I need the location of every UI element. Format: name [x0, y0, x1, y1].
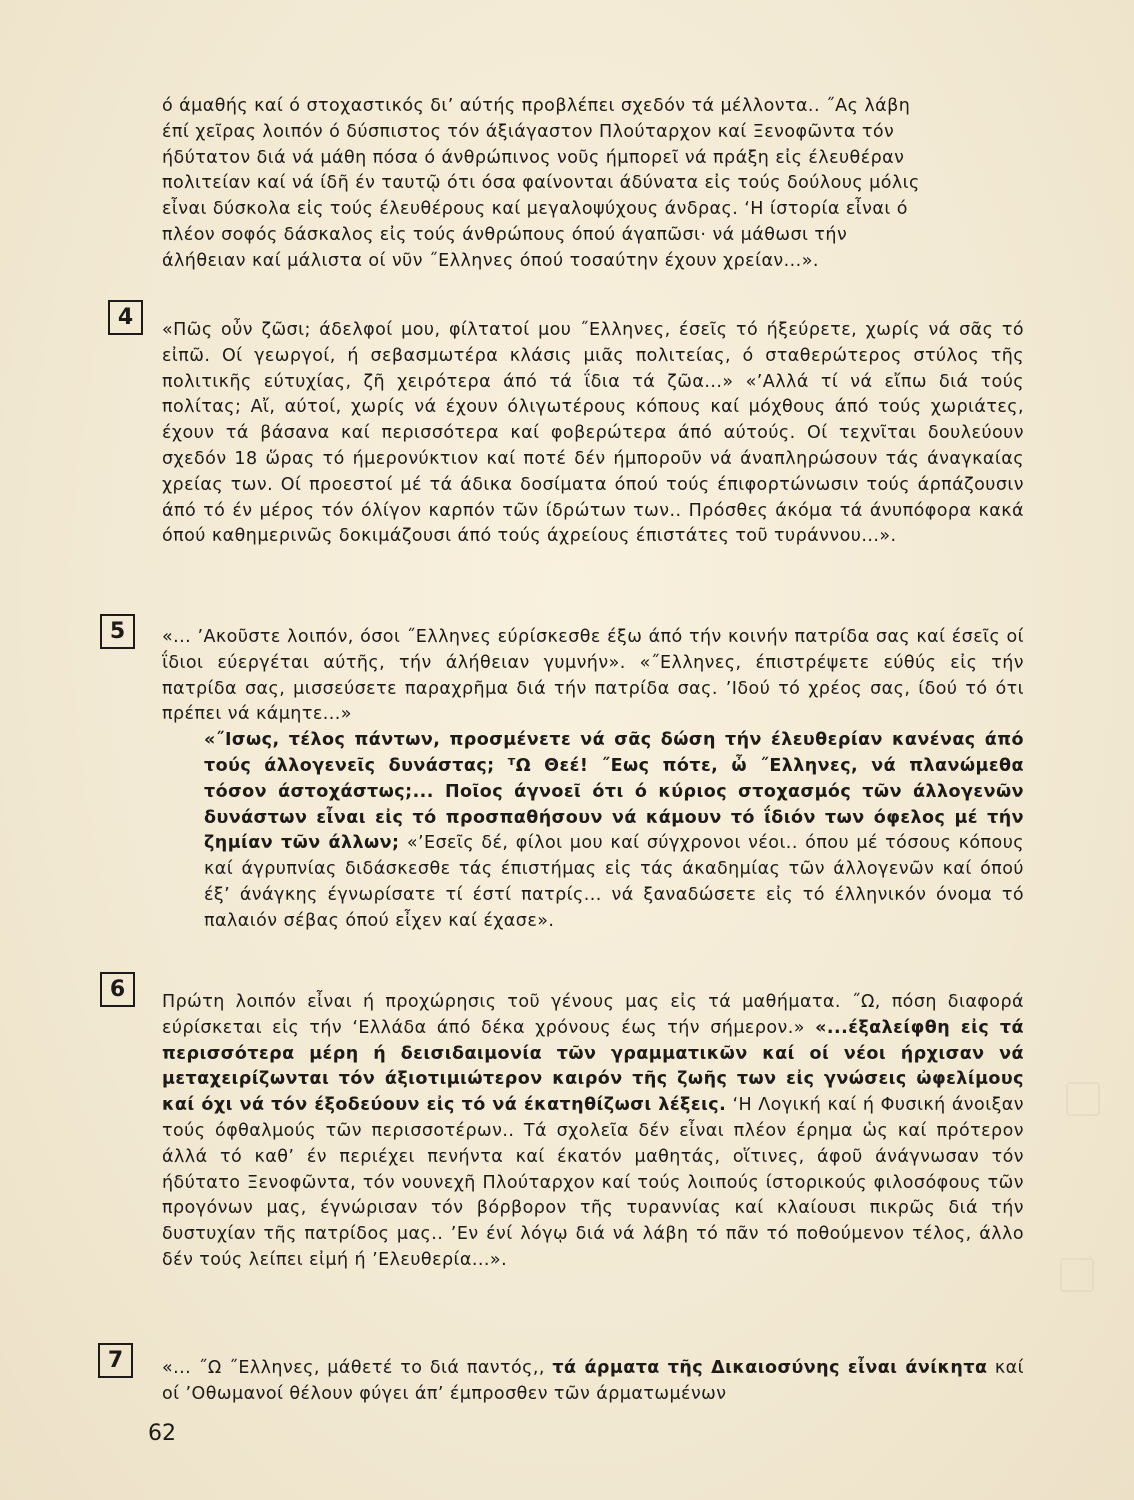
section-5-bold-paragraph [162, 728, 1024, 934]
section-number-4: 4 [108, 300, 143, 335]
section-5-paragraph: «... ’Ακοῦστε λοιπόν, όσοι ˝Ελληνες εύρίσκεσθε έξω άπό τήν κοινήν πατρίδα σας καί έσεῖς οί ΐδιοι εύεργέται αύτῆς, τήν άλήθειαν γυμνήν». «˝Ελληνες, έπιστρέψετε εύθύς εἰς τήν πατρίδα σας, μισσεύσετε παραχρῆμα διά τήν πατρίδα σας. ’Ιδού τό χρέος σας, ίδού τό ότι πρέπει νά κάμητε...» [162, 627, 1024, 725]
section-7-paragraph [162, 1356, 1024, 1408]
section-6-paragraph [162, 990, 1024, 1274]
intro-line: έπί χεῖρας λοιπόν ό δύσπιστος τόν άξιάγαστον Πλούταρχον καί Ξενοφῶντα τόν [162, 121, 895, 142]
section-6-text [162, 990, 1024, 1274]
intro-line: ήδύτατον διά νά μάθη πόσα ό άνθρώπινος νοῦς ήμπορεῖ νά πράξη εἰς έλευθέραν [162, 147, 905, 168]
section-4-paragraph: «Πῶς οὖν ζῶσι; άδελφοί μου, φίλτατοί μου ˝Ελληνες, έσεῖς τό ήξεύρετε, χωρίς νά σᾶς τό εἰπῶ. Οί γεωργοί, ή σεβασμωτέρα κλάσις μιᾶς πολιτείας, ό σταθερώτερος στύλος τῆς πολιτικῆς εύτυχίας, ζῆ χειρότερα άπό τά ΐδια τά ζῶα...» «’Αλλά τί νά εἴπω διά τούς πολίτας; Αἴ, αύτοί, χωρίς νά έχουν όλιγωτέρους κόπους καί μόχθους άπό τούς χωριάτες, έχουν τά βάσανα καί περισσότερα καί φοβερώτερα άπό αύτούς. Οί τεχνῖται δουλεύουν σχεδόν 18 ὥρας τό ήμερονύκτιον καί ποτέ δέν ήμποροῦν νά άναπληρώσουν τάς άναγκαίας χρείας των. Οί προεστοί μέ τά άδικα δοσίματα όπού τούς έπιφορτώνωσιν τούς άρπάζουσιν άπό τό έν μέρος τόν όλίγον καρπόν τῶν ίδρώτων των.. Πρόσθες άκόμα τά άνυπόφορα κακά όπού καθημερινῶς δοκιμάζουσι άπό τούς άχρείους έπιστάτες τοῦ τυράννου...». [162, 320, 1024, 547]
intro-line: ό άμαθής καί ό στοχαστικός δι’ αύτής προβλέπει σχεδόν τά μέλλοντα.. ˝Ας λάβη [162, 96, 911, 116]
section-number-5: 5 [100, 614, 135, 649]
section-4-text [162, 318, 1024, 550]
section-7-bold-text: τά άρματα τῆς Δικαιοσύνης εἶναι άνίκητα [552, 1358, 988, 1378]
section-7-text-before: «... ˝Ω ˝Ελληνες, μάθετέ το διά παντός,, [162, 1358, 553, 1378]
section-6-bold-text: «...έξαλείφθη εἰς τά περισσότερα μέρη ή δεισιδαιμονία τῶν γραμματικῶν καί οί νέοι ήρχισαν νά μεταχειρίζωνται τόν άξιοτιμιώτερον καιρόν τῆς ζωῆς των εἰς γνώσεις ὠφελίμους καί όχι νά τόν έξοδεύουν εἰς τό νά έκατηθίζωσι λέξεις. [162, 1017, 1024, 1116]
section-number-6: 6 [100, 972, 135, 1007]
section-5-text [162, 625, 1024, 935]
section-6-text-after: ‘Η Λογική καί ή Φυσική άνοιξαν τούς όφθαλμούς τῶν περισσοτέρων.. Τά σχολεῖα δέν εἶναι πλέον έρημα ὡς καί πρότερον άλλά τό καθ’ έν περιέχει πενήντα καί έκατόν μαθητάς, οἵτινες, άφοῦ άνάγνωσαν τόν ήδύτατο Ξενοφῶντα, τόν νουνεχῆ Πλούταρχον καί τούς λοιπούς ίστορικούς φιλοσόφους τῶν προγόνων μας, έγνώρισαν τόν βόρβορον τῆς τυραννίας καί κλαίουσι πικρῶς διά τήν δυστυχίαν τῆς πατρίδος μας.. ’Εν ένί λόγῳ διά νά λάβη τό πᾶν τό ποθούμενον τέλος, άλλο δέν τούς λείπει εἰμή ή ’Ελευθερία...». [162, 1095, 1024, 1270]
section-6-text-before: Πρώτη λοιπόν εἶναι ή προχώρησις τοῦ γένους μας εἰς τά μαθήματα. ˝Ω, πόση διαφορά εύρίσκεται εἰς τήν ‘Ελλάδα άπό δέκα χρόνους έως τήν σήμερον.» [162, 992, 1024, 1038]
intro-paragraph [162, 94, 1024, 275]
section-7-text [162, 1356, 1024, 1408]
intro-line: πολιτείαν καί νά ίδῆ έν ταυτῷ ότι όσα φαίνονται άδύνατα εἰς τούς δούλους μόλις [162, 173, 920, 194]
section-5-after-bold: «’Εσεῖς δέ, φίλοι μου καί σύγχρονοι νέοι.. όπου μέ τόσους κόπους καί άγρυπνίας διδάσκεσθε τάς έπιστήμας εἰς τάς άκαδημίας τῶν άλλογενῶν καί όπού έξ’ άνάγκης έγνωρίσατε τί έστί πατρίς... νά ξαναδώσετε εἰς τό έλληνικόν όνομα τό παλαιόν σέβας όπού εἶχεν καί έχασε». [204, 833, 1024, 931]
intro-line: πλέον σοφός δάσκαλος εἰς τούς άνθρώπους όπού άγαπῶσι· νά μάθωσι τήν [162, 224, 848, 245]
section-number-7: 7 [98, 1343, 133, 1378]
bleed-through-mark [1066, 1082, 1100, 1116]
section-5-bold-text: «˝Ισως, τέλος πάντων, προσμένετε νά σᾶς δώση τήν έλευθερίαν κανένας άπό τούς άλλογενεῖς δυνάστας; ᵀΩ Θεέ! ˝Εως πότε, ὦ ˝Ελληνες, νά πλανώμεθα τόσον άστοχάστως;... Ποῖος άγνοεῖ ότι ό κύριος στοχασμός τῶν άλλογενῶν δυνάστων εἶναι εἰς τό προσπαθήσουν νά κάμουν τό ΐδιόν των όφελος μέ τήν ζημίαν τῶν άλλων; [204, 730, 1024, 854]
page-number: 62 [148, 1421, 176, 1446]
bleed-through-mark [1060, 1258, 1094, 1292]
section-7-text-after: καί οί ’Οθωμανοί θέλουν φύγει άπ’ έμπροσθεν τῶν άρματωμένων [162, 1358, 1025, 1404]
intro-line: άλήθειαν καί μάλιστα οί νῦν ˝Ελληνες όπού τοσαύτην έχουν χρείαν...». [162, 250, 819, 271]
intro-line: εἶναι δύσκολα εἰς τούς έλευθέρους καί μεγαλοψύχους άνδρας. ‘Η ίστορία εἶναι ό [162, 199, 908, 220]
